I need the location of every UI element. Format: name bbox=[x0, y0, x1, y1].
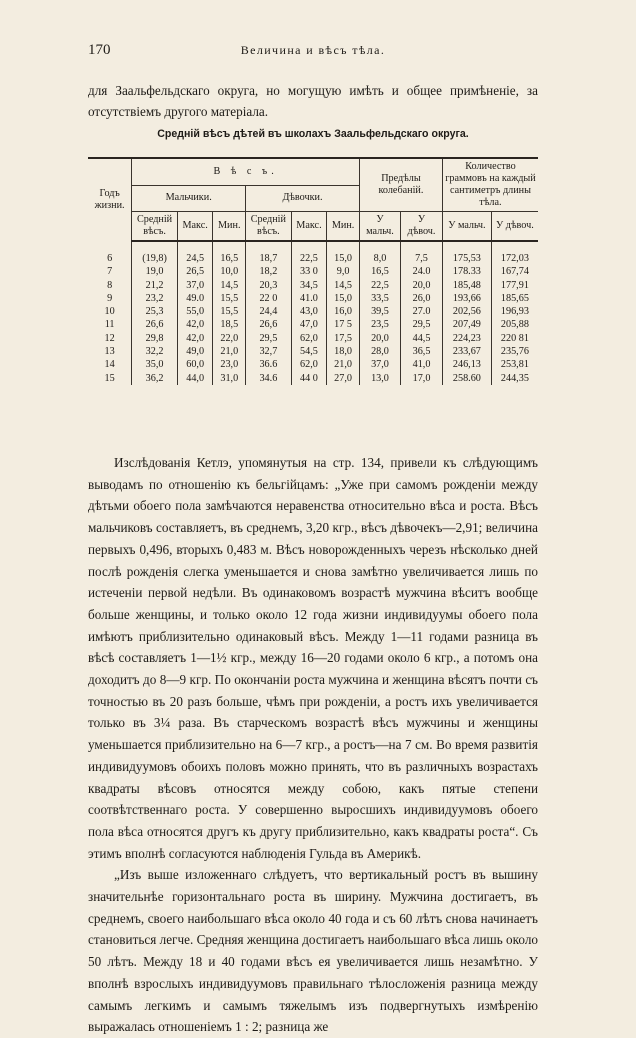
value-cell: 172,03 bbox=[491, 241, 538, 265]
running-title: Величина и вѣсъ тѣла. bbox=[240, 43, 386, 57]
header-weight: В ѣ с ъ. bbox=[132, 158, 360, 185]
value-cell: 13,0 bbox=[359, 372, 400, 385]
value-cell: 22 0 bbox=[246, 292, 292, 305]
value-cell: 44,0 bbox=[177, 372, 213, 385]
value-cell: 15,5 bbox=[213, 292, 246, 305]
age-cell: 7 bbox=[107, 266, 113, 278]
value-cell: 26,6 bbox=[132, 318, 178, 331]
value-cell: 25,3 bbox=[132, 305, 178, 318]
value-cell: 23,5 bbox=[359, 318, 400, 331]
value-cell: 33,5 bbox=[359, 292, 400, 305]
body-text bbox=[88, 452, 538, 1038]
paragraph: Изслѣдованія Кетлэ, упомянутыя на стр. 134, привели къ слѣдующимъ выводамъ по отношенію къ бельгійцамъ: „Уже при самомъ рожденіи между дѣтьми обоего пола замѣчаются неравенства относительно вѣса и роста. Вѣсъ мальчиковъ составляетъ, въ среднемъ, 3,20 кгр., вѣсъ дѣвочекъ—2,91; величина первыхъ 0,496, вторыхъ 0,483 м. Вѣсъ новорожденныхъ черезъ нѣсколько дней послѣ рожденія слегка уменьшается и снова замѣтно увеличивается лишь по истеченіи первой недѣли. Въ одинаковомъ возрастѣ мужчина вѣситъ вообще больше женщины, и только около 12 года жизни индивидуумы обоего пола имѣютъ приблизительно одинаковый вѣсъ. Между 1—11 годами разница въ вѣсѣ составляетъ 1—1½ кгр., между 16—20 годами около 6 кгр., а потомъ она доходитъ до 8—9 кгр. По окончаніи роста мужчина и женщина вѣсятъ почти съ точностью въ 20 разъ больше, чѣмъ при рожденіи, а ростъ ихъ увеличивается только въ 3¼ раза. Въ старческомъ возрастѣ вѣсъ мужчины и женщины уменьшается приблизительно на 6—7 кгр., а ростъ—на 7 см. Во время развитія индивидуумовъ обоихъ половъ можно принять, что въ различныхъ возрастахъ квадраты вѣсовъ относятся между собою, какъ пятые степени соотвѣтственнаго роста. У совершенно выросшихъ индивидуумовъ обоего пола вѣса относятся другъ къ другу приблизительно, какъ квадраты роста“. Съ этимъ вполнѣ согласуются наблюденія Гульда въ Америкѣ. bbox=[88, 455, 538, 861]
value-cell: 17,0 bbox=[401, 372, 443, 385]
value-cell: 29,5 bbox=[401, 318, 443, 331]
value-cell: 202,56 bbox=[442, 305, 491, 318]
age-cell: 15 bbox=[104, 372, 115, 384]
header-age: Годъ жизни. bbox=[88, 158, 132, 241]
paragraph: „Изъ выше изложеннаго слѣдуетъ, что вертикальный ростъ въ вышину значительнѣе горизонтальнаго роста въ ширину. Мужчина достигаетъ, въ среднемъ, своего наибольшаго вѣса около 40 года и съ 60 лѣтъ снова начинаетъ становиться легче. Средняя женщина достигаетъ наибольшаго вѣса лишь около 50 лѣтъ. Между 18 и 40 годами вѣсъ ея увеличивается лишь незамѣтно. У вполнѣ взрослыхъ индивидуумовъ правильнаго тѣлосложенія разница между самымъ легкимъ и самымъ тяжелымъ изъ подвергнутыхъ измѣренію выражалась отношеніемъ 1 : 2; разница же bbox=[88, 867, 538, 1035]
age-cell: 9 bbox=[107, 292, 113, 304]
value-cell: 37,0 bbox=[359, 358, 400, 371]
value-cell: 20,0 bbox=[401, 279, 443, 292]
value-cell: 22,5 bbox=[359, 279, 400, 292]
value-cell: 41.0 bbox=[291, 292, 327, 305]
value-cell: 177,91 bbox=[491, 279, 538, 292]
value-cell: 167,74 bbox=[491, 265, 538, 278]
age-cell: 12 bbox=[104, 332, 115, 344]
value-cell: 31,0 bbox=[213, 372, 246, 385]
value-cell: 258.60 bbox=[442, 372, 491, 385]
value-cell: 246,13 bbox=[442, 358, 491, 371]
table-row bbox=[88, 345, 538, 358]
value-cell: 28,0 bbox=[359, 345, 400, 358]
value-cell: 29,8 bbox=[132, 332, 178, 345]
header-girls-max: Макс. bbox=[291, 212, 327, 242]
value-cell: 224,23 bbox=[442, 332, 491, 345]
value-cell: 7,5 bbox=[401, 241, 443, 265]
value-cell: 9,0 bbox=[327, 265, 360, 278]
value-cell: 235,76 bbox=[491, 345, 538, 358]
value-cell: 42,0 bbox=[177, 332, 213, 345]
value-cell: 20,0 bbox=[359, 332, 400, 345]
header-boys: Мальчики. bbox=[132, 185, 246, 211]
value-cell: 44,5 bbox=[401, 332, 443, 345]
value-cell: 62,0 bbox=[291, 358, 327, 371]
value-cell: 15,5 bbox=[213, 305, 246, 318]
value-cell: 26,0 bbox=[401, 292, 443, 305]
header-limits-girls: У дѣвоч. bbox=[401, 212, 443, 242]
value-cell: 244,35 bbox=[491, 372, 538, 385]
value-cell: 26,6 bbox=[246, 318, 292, 331]
value-cell: (19,8) bbox=[132, 241, 178, 265]
value-cell: 36,5 bbox=[401, 345, 443, 358]
table-row bbox=[88, 332, 538, 345]
value-cell: 196,93 bbox=[491, 305, 538, 318]
table-row bbox=[88, 241, 538, 265]
value-cell: 35,0 bbox=[132, 358, 178, 371]
value-cell: 18,0 bbox=[327, 345, 360, 358]
value-cell: 16,5 bbox=[359, 265, 400, 278]
page-number: 170 bbox=[88, 42, 111, 58]
value-cell: 20,3 bbox=[246, 279, 292, 292]
value-cell: 21,0 bbox=[327, 358, 360, 371]
table-row bbox=[88, 372, 538, 385]
header-limits: Предѣлы колебаній. bbox=[359, 158, 442, 212]
value-cell: 15,0 bbox=[327, 292, 360, 305]
value-cell: 21,0 bbox=[213, 345, 246, 358]
table-row bbox=[88, 265, 538, 278]
header-boys-min: Мин. bbox=[213, 212, 246, 242]
value-cell: 47,0 bbox=[291, 318, 327, 331]
table-caption: Средній вѣсъ дѣтей въ школахъ Заальфельдскаго округа. bbox=[157, 128, 469, 140]
age-cell: 8 bbox=[107, 279, 113, 291]
value-cell: 24.0 bbox=[401, 265, 443, 278]
table-row bbox=[88, 358, 538, 371]
value-cell: 22,0 bbox=[213, 332, 246, 345]
value-cell: 8,0 bbox=[359, 241, 400, 265]
header-boys-max: Макс. bbox=[177, 212, 213, 242]
value-cell: 18,5 bbox=[213, 318, 246, 331]
value-cell: 36.6 bbox=[246, 358, 292, 371]
value-cell: 16,5 bbox=[213, 241, 246, 265]
value-cell: 49,0 bbox=[177, 345, 213, 358]
value-cell: 34.6 bbox=[246, 372, 292, 385]
table-row bbox=[88, 318, 538, 331]
value-cell: 24,4 bbox=[246, 305, 292, 318]
value-cell: 44 0 bbox=[291, 372, 327, 385]
header-grams-girls: У дѣвоч. bbox=[491, 212, 538, 242]
header-girls-min: Мин. bbox=[327, 212, 360, 242]
value-cell: 62,0 bbox=[291, 332, 327, 345]
value-cell: 60,0 bbox=[177, 358, 213, 371]
value-cell: 34,5 bbox=[291, 279, 327, 292]
header-girls-avg: Средній вѣсъ. bbox=[246, 212, 292, 242]
value-cell: 220 81 bbox=[491, 332, 538, 345]
value-cell: 55,0 bbox=[177, 305, 213, 318]
age-cell: 10 bbox=[104, 306, 115, 318]
value-cell: 41,0 bbox=[401, 358, 443, 371]
table-row bbox=[88, 305, 538, 318]
table-row bbox=[88, 292, 538, 305]
value-cell: 29,5 bbox=[246, 332, 292, 345]
value-cell: 23,0 bbox=[213, 358, 246, 371]
value-cell: 27.0 bbox=[401, 305, 443, 318]
age-cell: 14 bbox=[104, 359, 115, 371]
value-cell: 18,7 bbox=[246, 241, 292, 265]
value-cell: 14,5 bbox=[213, 279, 246, 292]
page-header bbox=[88, 42, 538, 62]
header-grams-boys: У мальч. bbox=[442, 212, 491, 242]
value-cell: 37,0 bbox=[177, 279, 213, 292]
header-boys-avg: Средній вѣсъ. bbox=[132, 212, 178, 242]
value-cell: 10,0 bbox=[213, 265, 246, 278]
value-cell: 233,67 bbox=[442, 345, 491, 358]
value-cell: 23,2 bbox=[132, 292, 178, 305]
value-cell: 42,0 bbox=[177, 318, 213, 331]
value-cell: 32,2 bbox=[132, 345, 178, 358]
weight-table bbox=[88, 157, 538, 385]
age-cell: 11 bbox=[104, 319, 115, 331]
value-cell: 14,5 bbox=[327, 279, 360, 292]
value-cell: 205,88 bbox=[491, 318, 538, 331]
intro-text: для Заальфельдскаго округа, но могущую имѣть и общее примѣненіе, за отсутствіемъ другого матеріала. bbox=[88, 83, 538, 119]
value-cell: 21,2 bbox=[132, 279, 178, 292]
value-cell: 15,0 bbox=[327, 241, 360, 265]
value-cell: 32,7 bbox=[246, 345, 292, 358]
table-row bbox=[88, 279, 538, 292]
value-cell: 16,0 bbox=[327, 305, 360, 318]
value-cell: 54,5 bbox=[291, 345, 327, 358]
age-cell: 13 bbox=[104, 346, 115, 358]
value-cell: 175,53 bbox=[442, 241, 491, 265]
header-per-cm: Количество граммовъ на каждый сантиметръ длины тѣла. bbox=[442, 158, 538, 212]
value-cell: 185,65 bbox=[491, 292, 538, 305]
value-cell: 178.33 bbox=[442, 265, 491, 278]
value-cell: 193,66 bbox=[442, 292, 491, 305]
value-cell: 27,0 bbox=[327, 372, 360, 385]
value-cell: 39,5 bbox=[359, 305, 400, 318]
value-cell: 19,0 bbox=[132, 265, 178, 278]
header-limits-boys: У мальч. bbox=[359, 212, 400, 242]
value-cell: 24,5 bbox=[177, 241, 213, 265]
header-girls: Дѣвочки. bbox=[246, 185, 360, 211]
value-cell: 17,5 bbox=[327, 332, 360, 345]
value-cell: 253,81 bbox=[491, 358, 538, 371]
value-cell: 49.0 bbox=[177, 292, 213, 305]
value-cell: 26,5 bbox=[177, 265, 213, 278]
value-cell: 43,0 bbox=[291, 305, 327, 318]
value-cell: 36,2 bbox=[132, 372, 178, 385]
value-cell: 17 5 bbox=[327, 318, 360, 331]
value-cell: 33 0 bbox=[291, 265, 327, 278]
value-cell: 185,48 bbox=[442, 279, 491, 292]
value-cell: 207,49 bbox=[442, 318, 491, 331]
age-cell: 6 bbox=[107, 252, 113, 264]
value-cell: 18,2 bbox=[246, 265, 292, 278]
value-cell: 22,5 bbox=[291, 241, 327, 265]
